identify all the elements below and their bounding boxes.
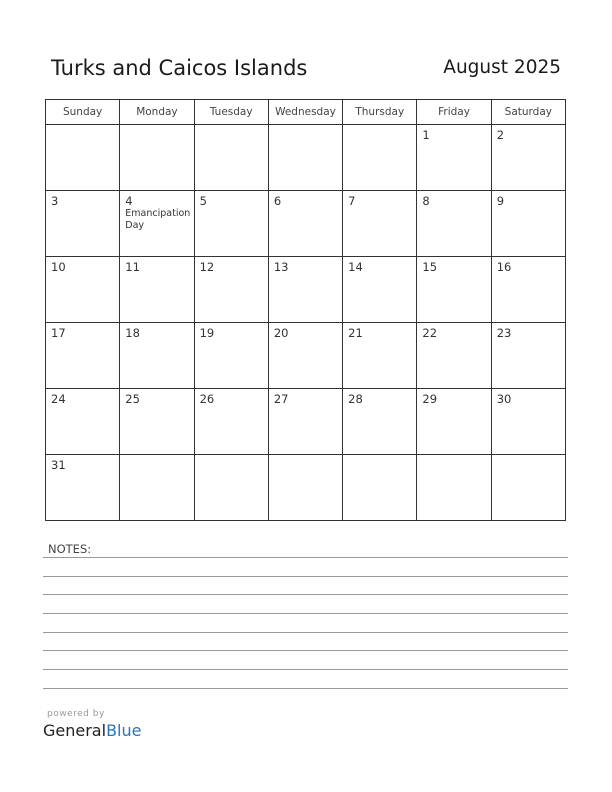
day-cell bbox=[194, 455, 268, 521]
day-number: 30 bbox=[496, 392, 512, 406]
day-number: 18 bbox=[125, 326, 140, 340]
day-number: 14 bbox=[348, 260, 363, 274]
day-cell bbox=[46, 191, 120, 257]
day-cell bbox=[120, 191, 194, 257]
calendar-week-row bbox=[46, 455, 566, 521]
notes-line bbox=[43, 613, 568, 614]
day-number: 21 bbox=[348, 326, 363, 340]
day-cell bbox=[46, 323, 120, 389]
day-cell-content bbox=[492, 323, 565, 340]
day-cell-content bbox=[492, 455, 565, 458]
day-cell bbox=[120, 323, 194, 389]
notes-line bbox=[43, 557, 568, 558]
day-cell-content bbox=[417, 323, 490, 340]
notes-line bbox=[43, 594, 568, 595]
day-cell-content bbox=[417, 389, 490, 406]
day-cell bbox=[120, 389, 194, 455]
day-cell bbox=[46, 125, 120, 191]
day-number: 29 bbox=[422, 392, 438, 406]
day-cell-content bbox=[120, 455, 193, 458]
calendar-week-row bbox=[46, 125, 566, 191]
day-number: 4 bbox=[125, 194, 133, 208]
day-cell bbox=[120, 455, 194, 521]
day-cell-content bbox=[46, 389, 119, 406]
day-number: 27 bbox=[273, 392, 289, 406]
powered-by-text: powered by bbox=[47, 709, 105, 719]
day-cell bbox=[491, 257, 565, 323]
day-cell bbox=[491, 191, 565, 257]
day-cell-content bbox=[46, 257, 119, 274]
day-number: 16 bbox=[496, 260, 512, 274]
day-cell-content bbox=[417, 125, 490, 142]
day-cell-content bbox=[195, 323, 268, 340]
holiday-label: Emancipation Day bbox=[125, 208, 191, 231]
calendar-week-row bbox=[46, 191, 566, 257]
weekday-header: Saturday bbox=[491, 100, 565, 125]
day-cell-content bbox=[269, 389, 342, 406]
day-cell-content bbox=[120, 125, 193, 128]
day-number: 11 bbox=[125, 260, 140, 274]
day-cell-content bbox=[195, 455, 268, 458]
day-number: 31 bbox=[51, 458, 66, 472]
day-cell bbox=[343, 455, 417, 521]
calendar-week-row bbox=[46, 323, 566, 389]
day-cell bbox=[194, 323, 268, 389]
notes-label: NOTES: bbox=[48, 542, 92, 556]
brand-logo[interactable] bbox=[43, 721, 141, 740]
day-cell bbox=[194, 257, 268, 323]
calendar-week-row bbox=[46, 257, 566, 323]
day-number: 15 bbox=[422, 260, 438, 274]
day-cell-content bbox=[195, 257, 268, 274]
day-cell-content bbox=[195, 125, 268, 128]
day-number: 3 bbox=[51, 194, 59, 208]
day-cell bbox=[120, 125, 194, 191]
day-cell-content bbox=[120, 389, 193, 406]
day-cell bbox=[46, 455, 120, 521]
day-cell-content bbox=[343, 125, 416, 128]
day-cell bbox=[343, 125, 417, 191]
day-cell bbox=[46, 257, 120, 323]
day-cell-content bbox=[269, 125, 342, 128]
weekday-header: Monday bbox=[120, 100, 194, 125]
day-number: 10 bbox=[51, 260, 66, 274]
country-title: Turks and Caicos Islands bbox=[51, 56, 308, 80]
day-cell-content bbox=[269, 257, 342, 274]
day-cell bbox=[491, 455, 565, 521]
day-cell bbox=[417, 125, 491, 191]
day-cell-content bbox=[120, 323, 193, 340]
calendar-week-row bbox=[46, 389, 566, 455]
day-cell-content bbox=[417, 257, 490, 274]
day-cell bbox=[268, 125, 342, 191]
notes-line bbox=[43, 576, 568, 577]
notes-line bbox=[43, 632, 568, 633]
day-cell-content bbox=[343, 389, 416, 406]
day-number: 23 bbox=[496, 326, 512, 340]
day-cell bbox=[491, 389, 565, 455]
weekday-header-row bbox=[46, 100, 566, 125]
notes-line bbox=[43, 688, 568, 689]
weekday-header: Tuesday bbox=[194, 100, 268, 125]
day-number: 22 bbox=[422, 326, 438, 340]
notes-line bbox=[43, 669, 568, 670]
weekday-header: Wednesday bbox=[268, 100, 342, 125]
day-cell-content bbox=[492, 389, 565, 406]
day-cell bbox=[268, 257, 342, 323]
day-cell-content bbox=[492, 191, 565, 208]
day-cell-content bbox=[492, 257, 565, 274]
day-number: 9 bbox=[496, 194, 505, 208]
day-cell-content bbox=[269, 455, 342, 458]
day-number: 20 bbox=[273, 326, 289, 340]
day-cell-content bbox=[417, 191, 490, 208]
day-number: 26 bbox=[199, 392, 215, 406]
day-cell bbox=[417, 455, 491, 521]
day-number: 1 bbox=[422, 128, 430, 142]
day-cell bbox=[417, 257, 491, 323]
day-cell bbox=[120, 257, 194, 323]
day-number: 17 bbox=[51, 326, 66, 340]
weekday-header: Sunday bbox=[46, 100, 120, 125]
day-cell bbox=[268, 389, 342, 455]
day-cell bbox=[343, 257, 417, 323]
day-number: 28 bbox=[348, 392, 363, 406]
day-number: 6 bbox=[273, 194, 282, 208]
day-cell bbox=[268, 191, 342, 257]
day-cell bbox=[194, 125, 268, 191]
day-number: 13 bbox=[273, 260, 289, 274]
brand-general-text: General bbox=[43, 721, 107, 740]
day-cell-content bbox=[269, 191, 342, 208]
day-number: 8 bbox=[422, 194, 430, 208]
day-cell bbox=[268, 455, 342, 521]
day-cell-content bbox=[492, 125, 565, 142]
day-cell bbox=[46, 389, 120, 455]
day-cell-content bbox=[46, 191, 119, 208]
day-cell-content bbox=[46, 455, 119, 472]
day-cell bbox=[343, 323, 417, 389]
day-cell bbox=[343, 191, 417, 257]
day-cell-content bbox=[195, 389, 268, 406]
day-cell bbox=[417, 389, 491, 455]
calendar-grid bbox=[45, 99, 566, 521]
day-cell-content bbox=[343, 191, 416, 208]
day-cell-content bbox=[120, 257, 193, 274]
day-number: 25 bbox=[125, 392, 140, 406]
weekday-header: Friday bbox=[417, 100, 491, 125]
notes-line bbox=[43, 650, 568, 651]
day-cell bbox=[491, 323, 565, 389]
day-cell bbox=[343, 389, 417, 455]
weekday-header: Thursday bbox=[343, 100, 417, 125]
day-cell-content bbox=[120, 191, 193, 232]
day-cell-content bbox=[343, 455, 416, 458]
day-cell-content bbox=[343, 323, 416, 340]
day-number: 5 bbox=[199, 194, 207, 208]
day-cell-content bbox=[46, 125, 119, 128]
day-cell bbox=[194, 389, 268, 455]
day-cell-content bbox=[417, 455, 490, 458]
day-number: 19 bbox=[199, 326, 215, 340]
day-number: 2 bbox=[496, 128, 505, 142]
day-number: 7 bbox=[348, 194, 356, 208]
day-cell-content bbox=[269, 323, 342, 340]
brand-blue-text: Blue bbox=[106, 721, 142, 740]
day-cell-content bbox=[343, 257, 416, 274]
month-title: August 2025 bbox=[443, 57, 561, 78]
day-cell bbox=[417, 323, 491, 389]
day-cell bbox=[417, 191, 491, 257]
day-cell-content bbox=[46, 323, 119, 340]
day-cell-content bbox=[195, 191, 268, 208]
day-number: 12 bbox=[199, 260, 215, 274]
day-number: 24 bbox=[51, 392, 66, 406]
day-cell bbox=[491, 125, 565, 191]
day-cell bbox=[268, 323, 342, 389]
day-cell bbox=[194, 191, 268, 257]
calendar-body bbox=[46, 125, 566, 521]
